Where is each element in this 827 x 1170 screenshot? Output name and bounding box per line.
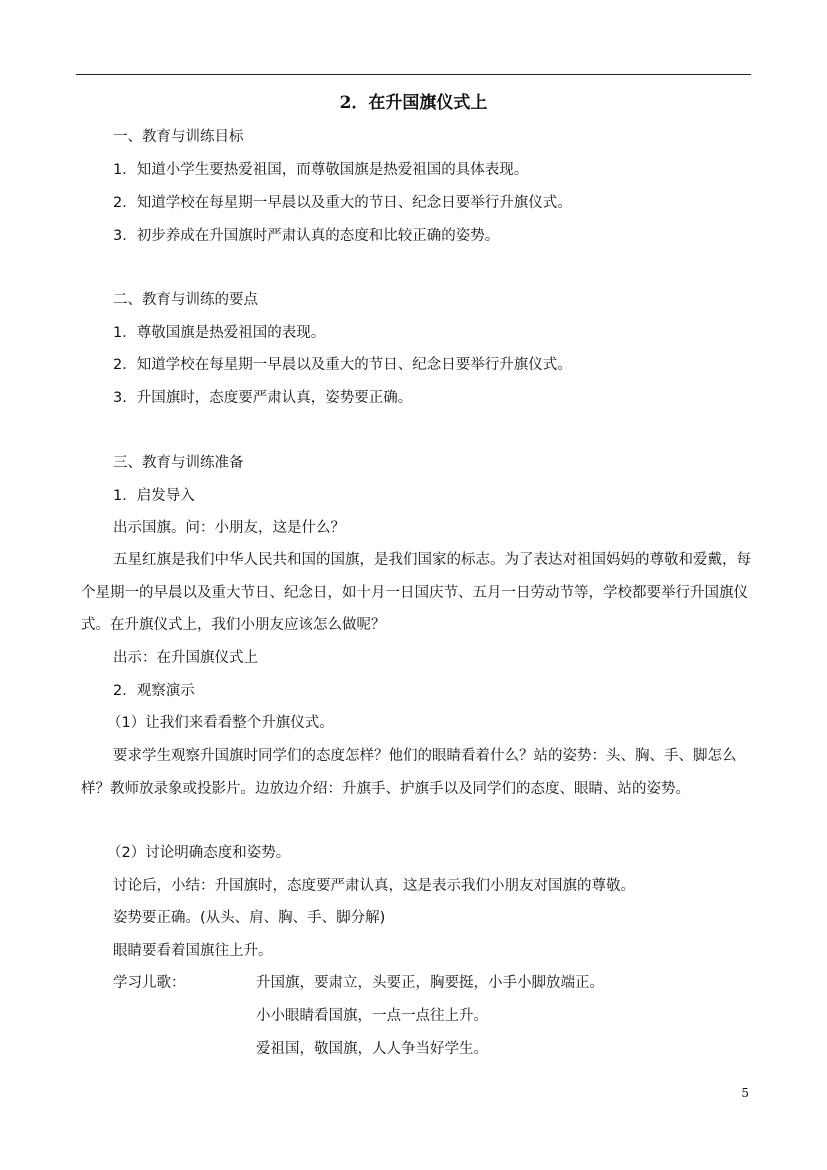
posture-line: 姿势要正确。(从头、肩、胸、手、脚分解) [113,910,386,926]
goal-item-2: 2．知道学校在每星期一早晨以及重大的节日、纪念日要举行升旗仪式。 [113,195,572,211]
sub-step-1: （1）让我们来看看整个升旗仪式。 [107,715,334,731]
intro-paragraph: 五星红旗是我们中华人民共和国的国旗，是我们国家的标志。为了表达对祖国妈妈的尊敬和爱戴，每个星期一的早晨以及重大节日、纪念日，如十月一日国庆节、五月一日劳动节等，学校都要举行升国旗仪式。在升旗仪式上，我们小朋友应该怎么做呢？ [81,552,751,633]
point-item-1: 1．尊敬国旗是热爱祖国的表现。 [113,325,326,341]
page-title: 2．在升国旗仪式上 [339,93,488,113]
summary-line: 讨论后，小结：升国旗时，态度要严肃认真，这是表示我们小朋友对国旗的尊敬。 [113,878,635,894]
show-title-line: 出示：在升国旗仪式上 [113,650,258,666]
step-2-heading: 2．观察演示 [113,683,195,699]
header-rule [76,74,751,75]
song-label: 学习儿歌： [113,975,186,991]
section-heading-points: 二、教育与训练的要点 [113,292,258,308]
observe-paragraph: 要求学生观察升国旗时同学们的态度怎样？他们的眼睛看着什么？站的姿势：头、胸、手、脚怎么样？教师放录象或投影片。边放边介绍：升旗手、护旗手以及同学们的态度、眼睛、站的姿势。 [81,748,737,797]
goal-item-3: 3．初步养成在升国旗时严肃认真的态度和比较正确的姿势。 [113,228,500,244]
song-line-3: 爱祖国，敬国旗，人人争当好学生。 [256,1041,488,1057]
point-item-2: 2．知道学校在每星期一早晨以及重大的节日、纪念日要举行升旗仪式。 [113,357,572,373]
show-flag-question: 出示国旗。问：小朋友，这是什么？ [113,520,345,536]
eyes-line: 眼睛要看着国旗往上升。 [113,943,273,959]
goal-item-1: 1．知道小学生要热爱祖国，而尊敬国旗是热爱祖国的具体表现。 [113,162,529,178]
page-number: 5 [741,1086,749,1100]
section-heading-prep: 三、教育与训练准备 [113,455,244,471]
step-1-heading: 1．启发导入 [113,488,195,504]
sub-step-2: （2）讨论明确态度和姿势。 [107,845,291,861]
point-item-3: 3．升国旗时，态度要严肃认真，姿势要正确。 [113,390,413,406]
song-line-1: 升国旗，要肃立，头要正，胸要挺，小手小脚放端正。 [256,975,604,991]
section-heading-goals: 一、教育与训练目标 [113,129,244,145]
song-line-2: 小小眼睛看国旗，一点一点往上升。 [256,1008,488,1024]
